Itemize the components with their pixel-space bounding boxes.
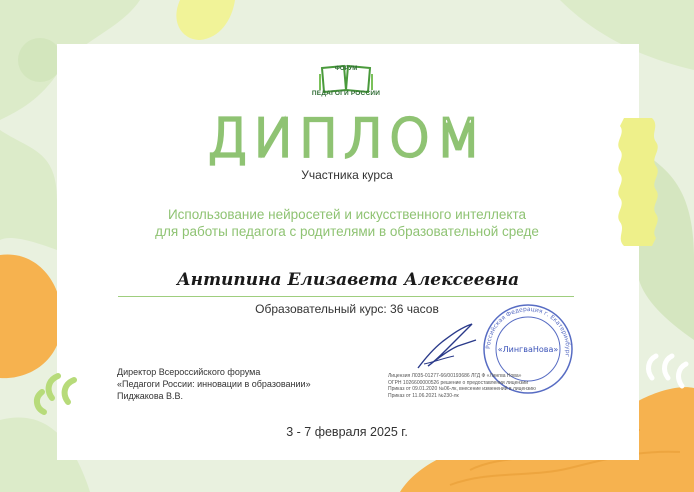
course-title-line-1: Использование нейросетей и искусственного интеллекта (167, 207, 527, 222)
course-title-line-2: для работы педагога с родителями в образовательной среде (155, 224, 539, 239)
green-brackets-decoration (28, 370, 98, 420)
director-name: Пиджакова В.В. (117, 391, 184, 401)
director-line-1: Директор Всероссийского форума (117, 367, 261, 377)
name-underline (118, 296, 574, 297)
seal-center-text: «ЛингваНова» (497, 345, 559, 354)
course-hours: Образовательный курс: 36 часов (255, 302, 439, 316)
license-block (388, 373, 548, 399)
diploma-title (190, 104, 504, 166)
license-line-2: ОГРН 1026600000526 решение о предоставлении лицензии (388, 379, 529, 386)
recipient-name: Антипина Елизавета Алексеевна (176, 270, 520, 290)
seal-ring-text: Российская Федерация г. Екатеринбург (484, 305, 572, 358)
license-line-3: Приказ от 09.01.2020 №06-лк, внесение изменений в лицензию (388, 386, 536, 392)
logo-top-text: ФОРУМ (334, 66, 358, 72)
event-date: 3 - 7 февраля 2025 г. (286, 425, 408, 439)
white-brackets-decoration (636, 350, 694, 400)
director-block (117, 366, 387, 402)
license-line-1: Лицензия Л035-01277-66/00193686 ЛГД Ф «Лингва Нова» (388, 373, 522, 379)
director-line-2: «Педагоги России: инновации в образовании» (117, 379, 311, 389)
course-title (100, 206, 594, 240)
yellow-wave-decoration (616, 118, 660, 246)
subtitle: Участника курса (301, 168, 393, 182)
diploma-title-text: ДИПЛОМ (207, 109, 487, 166)
logo-bottom-text: ПЕДАГОГИ РОССИИ (311, 90, 381, 97)
signature-icon (414, 320, 484, 372)
license-line-4: Приказ от 11.06.2021 №230-лк (388, 392, 459, 399)
